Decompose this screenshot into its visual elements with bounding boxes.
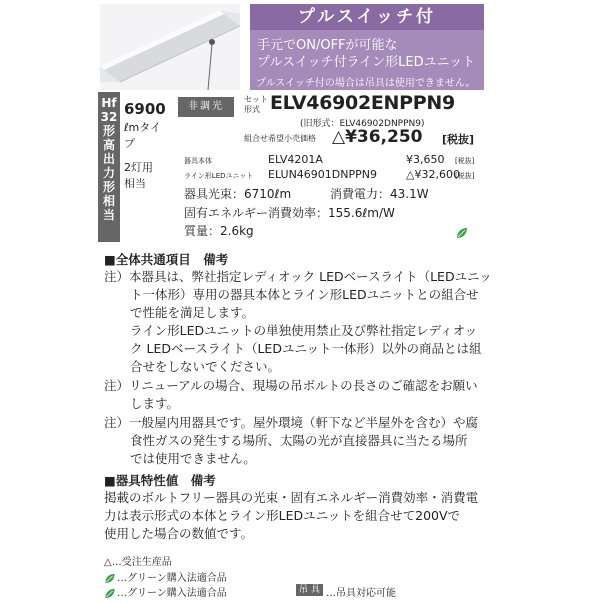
char-line-1: 掲載のボルトフリー器具の光束・固有エネルギー消費効率・消費電: [104, 490, 479, 505]
set-label-line-2: 形式: [244, 105, 260, 114]
part-tax: [税抜]: [455, 157, 475, 165]
spec-weight: 質量：2.6kg: [184, 224, 254, 238]
common-notes-heading: ■全体共通項目 備考: [104, 252, 229, 267]
spec-power: 消費電力：43.1W: [330, 187, 429, 201]
lamp-class-char: 出: [102, 152, 115, 166]
set-model-label: [244, 95, 268, 115]
note-2-line-1: 注）リニューアルの場合、現場の吊ボルトの長さのご確認をお願い: [104, 378, 478, 393]
desc-line-1: 手元でON/OFFが可能な: [257, 38, 398, 53]
product-photo: [100, 4, 240, 90]
lamp-class-char: 形: [102, 180, 115, 194]
model-number: ELV46902ENPPN9: [270, 92, 455, 114]
price-label: 組合せ希望小売価格: [244, 134, 316, 143]
lamp-class-char: 32: [100, 110, 118, 124]
price-tax-label: [税抜]: [442, 133, 475, 146]
lumen-equivalent-2: 相当: [124, 177, 146, 190]
lumen-column: [124, 100, 168, 191]
lamp-class-char: 力: [102, 166, 115, 180]
part-price: ¥3,650: [406, 153, 445, 166]
char-line-3: 使用した場合の数値です。: [104, 526, 254, 541]
part-tax: [税抜]: [455, 172, 475, 180]
part-code: ELUN46901DNPPN9: [268, 168, 377, 181]
legend-hanger: …吊具対応可能: [326, 588, 396, 599]
spec-luminous-flux: 器具光束：6710ℓm: [184, 187, 292, 201]
note-1-line-1: 注）本器具は、弊社指定レディオック LEDベースライト（LEDユニッ: [104, 269, 492, 284]
note-1-line-6: 合せをしないでください。: [130, 359, 281, 374]
legend-made-to-order: △…受注生産品: [104, 557, 172, 568]
lamp-class-char: Hf: [101, 96, 117, 110]
note-2-line-2: します。: [130, 396, 180, 411]
legend-green-1: …グリーン購入法適合品: [117, 573, 227, 584]
part-price: △¥32,600: [406, 168, 460, 181]
pull-switch-description: [250, 30, 484, 90]
note-3-line-2: 食性ガスの発生する場所、太陽の光が直接器具に当たる場所: [130, 433, 468, 448]
part-code: ELV4201A: [268, 153, 323, 166]
legend-green-2: …グリーン購入法適合品: [117, 588, 227, 599]
char-line-2: 力は表示形式の本体とライン形LEDユニットを組合せて200Vで: [104, 508, 461, 523]
note-3-line-1: 注）一般屋内用器具です。屋外環境（軒下など半屋外を含む）や腐: [104, 415, 479, 430]
note-1-line-5: ク LEDベースライト（LEDユニット一体形）以外の商品とは組: [130, 341, 482, 356]
lumen-equivalent: 2灯用: [124, 161, 153, 174]
note-1-line-4: ライン形LEDユニットの単独使用禁止及び弊社指定レディオッ: [130, 323, 478, 338]
part-label: ライン形LEDユニット: [184, 172, 254, 180]
green-leaf-icon: [456, 224, 468, 236]
old-model-number: (旧形式：ELV46902DNPPN9): [300, 119, 425, 129]
non-dimming-badge: 非調光: [178, 97, 234, 117]
note-1-line-3: で性能を満足します。: [130, 305, 255, 320]
lamp-class-char: 当: [102, 208, 115, 222]
characteristics-heading: ■器具特性値 備考: [104, 473, 216, 488]
lamp-class-char: 形: [102, 124, 115, 138]
price-value: △¥36,250: [332, 127, 423, 147]
lumen-type: ℓmタイプ: [124, 121, 162, 150]
pull-switch-banner: プルスイッチ付: [250, 4, 484, 30]
lamp-class-char: 相: [102, 194, 115, 208]
hanger-badge: 吊 具: [296, 584, 323, 596]
spec-efficiency: 固有エネルギー消費効率：155.6ℓm/W: [184, 206, 395, 220]
set-label-line-1: セット: [244, 95, 268, 104]
part-label: 器具本体: [184, 157, 212, 165]
note-1-line-2: ト一体形）専用の器具本体とライン形LEDユニットとの組合せ: [130, 287, 479, 302]
note-3-line-3: では使用できません。: [130, 451, 256, 466]
lumen-value: 6900: [124, 100, 166, 118]
desc-note: プルスイッチ付の場合は吊具は使用できません。: [256, 78, 476, 89]
green-leaf-icon: [104, 584, 116, 603]
desc-line-2: プルスイッチ付ライン形LEDユニット: [257, 55, 476, 70]
lamp-class-char: 高: [102, 138, 115, 152]
lamp-class-label: [98, 92, 120, 242]
